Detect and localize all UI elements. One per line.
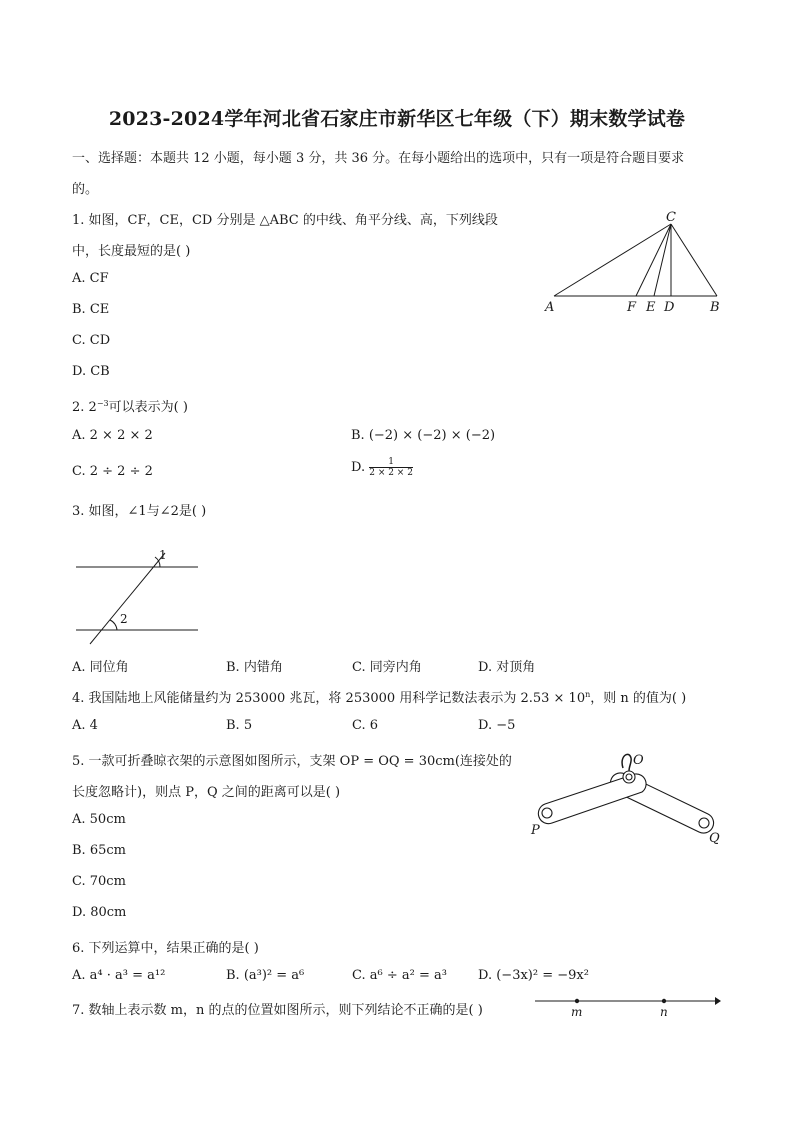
q5-label-q: Q (709, 831, 720, 846)
q1-label-e: E (646, 300, 656, 315)
q5-option-d[interactable]: D. 80cm (72, 905, 127, 920)
q5-stem-line1: 5. 一款可折叠晾衣架的示意图如图所示，支架 OP = OQ = 30cm(连接处的 (72, 754, 512, 769)
q7-point-m (575, 999, 579, 1003)
q1-option-d[interactable]: D. CB (72, 364, 110, 379)
q6-stem: 6. 下列运算中，结果正确的是( ) (72, 941, 259, 956)
section1-instructions-line1: 一、选择题：本题共 12 小题，每小题 3 分，共 36 分。在每小题给出的选项中，只有一项是符合题目要求 (72, 151, 685, 166)
q7-number-line (533, 990, 723, 1020)
q2-option-d-fraction (369, 457, 413, 478)
q1-segment-bc (671, 224, 717, 296)
q6-option-d[interactable]: D. (−3x)² = −9x² (478, 968, 589, 983)
q2-option-d-numerator: 1 (369, 457, 413, 468)
q5-option-b[interactable]: B. 65cm (72, 843, 126, 858)
q5-hook (622, 754, 631, 771)
q5-stem-line2: 长度忽略计)，则点 P，Q 之间的距离可以是( ) (72, 785, 341, 800)
q4-stem (72, 687, 686, 706)
q6-option-c[interactable]: C. a⁶ ÷ a² = a³ (352, 968, 447, 983)
q3-option-a[interactable]: A. 同位角 (72, 660, 129, 675)
q2-option-c[interactable]: C. 2 ÷ 2 ÷ 2 (72, 464, 153, 479)
q4-option-a[interactable]: A. 4 (72, 718, 98, 733)
q5-label-o: O (633, 753, 644, 768)
q4-stem-part2: ，则 n 的值为( ) (590, 691, 687, 706)
q3-stem: 3. 如图，∠1与∠2是( ) (72, 504, 207, 519)
q7-stem: 7. 数轴上表示数 m，n 的点的位置如图所示，则下列结论不正确的是( ) (72, 1003, 483, 1018)
q2-stem-base: 2. 2 (72, 400, 97, 415)
q3-option-c[interactable]: C. 同旁内角 (352, 660, 422, 675)
q6-option-a[interactable]: A. a⁴ · a³ = a¹² (72, 968, 166, 983)
q5-hanger-figure (525, 748, 730, 848)
q1-option-b[interactable]: B. CE (72, 302, 110, 317)
q3-angles-figure (70, 548, 210, 648)
q7-label-n: n (660, 1005, 668, 1019)
q1-triangle-figure (540, 205, 730, 320)
q5-joint-inner (626, 774, 632, 780)
q2-stem (72, 396, 188, 415)
q4-option-d[interactable]: D. −5 (478, 718, 516, 733)
q5-option-a[interactable]: A. 50cm (72, 812, 126, 827)
q2-option-d-prefix: D. (351, 460, 366, 475)
q2-stem-rest: 可以表示为( ) (108, 400, 188, 415)
q2-option-d[interactable] (351, 457, 413, 478)
q1-option-a[interactable]: A. CF (72, 271, 109, 286)
q3-option-b[interactable]: B. 内错角 (226, 660, 283, 675)
q3-label-1: 1 (159, 548, 167, 562)
q5-end-q (699, 818, 709, 828)
q1-stem-line2: 中，长度最短的是( ) (72, 244, 191, 259)
q1-stem-line1: 1. 如图，CF，CE，CD 分别是 △ABC 的中线、角平分线、高，下列线段 (72, 213, 498, 228)
q1-segment-ce (654, 224, 671, 296)
q2-stem-exponent: −3 (96, 399, 109, 408)
page-title: 2023-2024学年河北省石家庄市新华区七年级（下）期末数学试卷 (108, 108, 686, 130)
q3-label-2: 2 (120, 612, 128, 626)
q4-stem-part1: 4. 我国陆地上风能储量约为 253000 兆瓦，将 253000 用科学记数法表示为 2.53 × 10 (72, 691, 586, 706)
q5-label-p: P (531, 823, 540, 838)
q1-label-b: B (710, 300, 720, 315)
q4-option-c[interactable]: C. 6 (352, 718, 379, 733)
q1-option-c[interactable]: C. CD (72, 333, 111, 348)
q1-label-a: A (545, 300, 555, 315)
q5-end-p (542, 808, 552, 818)
q7-point-n (662, 999, 666, 1003)
q2-option-d-denominator: 2 × 2 × 2 (369, 468, 413, 478)
q2-option-b[interactable]: B. (−2) × (−2) × (−2) (351, 428, 496, 443)
q7-label-m: m (571, 1005, 583, 1019)
q3-angle2-arc (110, 620, 117, 630)
section1-instructions-line2: 的。 (72, 182, 99, 197)
q3-option-d[interactable]: D. 对顶角 (478, 660, 536, 675)
q1-label-d: D (664, 300, 675, 315)
q4-option-b[interactable]: B. 5 (226, 718, 253, 733)
q7-axis-arrow (715, 997, 721, 1005)
q1-label-c: C (666, 210, 676, 225)
q5-option-c[interactable]: C. 70cm (72, 874, 126, 889)
q4-stem-exponent: n (585, 690, 591, 699)
q6-option-b[interactable]: B. (a³)² = a⁶ (226, 968, 305, 983)
q2-option-a[interactable]: A. 2 × 2 × 2 (72, 428, 153, 443)
q1-label-f: F (627, 300, 637, 315)
